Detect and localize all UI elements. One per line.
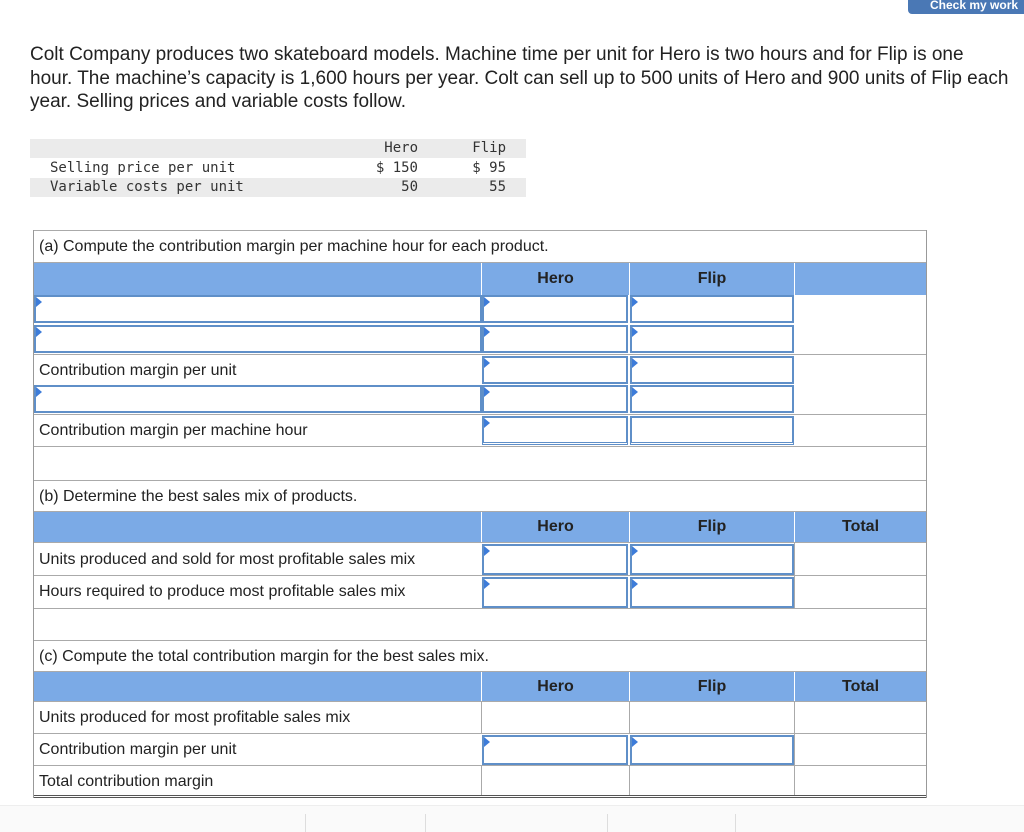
part-a-cm-unit-flip-input[interactable] bbox=[630, 356, 794, 384]
dropdown-marker-icon bbox=[484, 737, 490, 747]
spacer-row bbox=[34, 608, 926, 640]
part-a-row-1 bbox=[34, 294, 926, 324]
part-b-units-flip-input[interactable] bbox=[630, 544, 794, 575]
dropdown-marker-icon bbox=[632, 327, 638, 337]
given-hero-value: $ 150 bbox=[375, 160, 418, 176]
part-c-total-cm-row bbox=[34, 765, 926, 798]
part-a-cm-unit-label: Contribution margin per unit bbox=[39, 362, 237, 379]
part-a-cm-unit-hero-input[interactable] bbox=[482, 356, 628, 384]
part-a-header-row bbox=[34, 262, 926, 295]
part-b-header-row bbox=[34, 511, 926, 542]
dropdown-marker-icon bbox=[632, 546, 638, 556]
given-col-hero: Hero bbox=[384, 140, 418, 156]
part-b-hours-hero-input[interactable] bbox=[482, 577, 628, 608]
part-a-row-1-hero-input[interactable] bbox=[482, 295, 628, 323]
part-c-cm-unit-hero-input[interactable] bbox=[482, 735, 628, 765]
dropdown-marker-icon bbox=[632, 387, 638, 397]
given-hero-value: 50 bbox=[401, 179, 418, 195]
problem-statement: Colt Company produces two skateboard models. Machine time per unit for Hero is two hours and for Flip is one hour. The machine’s capacity is 1,600 hours per year. Colt can sell up to 500 units of Hero and 900 units of Flip each year. Selling prices and variable costs follow. bbox=[30, 44, 1009, 112]
dropdown-marker-icon bbox=[484, 546, 490, 556]
part-a-row-2-flip-input[interactable] bbox=[630, 325, 794, 353]
part-a-row-4-hero-input[interactable] bbox=[482, 385, 628, 413]
part-b-hours-label: Hours required to produce most profitable sales mix bbox=[39, 583, 406, 600]
part-a-row-4 bbox=[34, 384, 926, 414]
part-b-col-flip: Flip bbox=[697, 518, 727, 535]
part-a-cm-unit-row bbox=[34, 354, 926, 384]
part-a-col-hero: Hero bbox=[537, 270, 574, 287]
dropdown-marker-icon bbox=[484, 327, 490, 337]
part-b-hours-row bbox=[34, 575, 926, 608]
dropdown-marker-icon bbox=[632, 579, 638, 589]
given-row-selling-price bbox=[30, 159, 526, 178]
part-a-row-2-label-input[interactable] bbox=[34, 325, 482, 353]
part-b-units-row bbox=[34, 542, 926, 575]
dropdown-marker-icon bbox=[36, 387, 42, 397]
part-b-title: (b) Determine the best sales mix of products. bbox=[39, 488, 358, 505]
part-b-hours-flip-input[interactable] bbox=[630, 577, 794, 608]
given-row-label: Selling price per unit bbox=[50, 160, 236, 176]
given-data-table bbox=[30, 139, 526, 197]
given-header-row bbox=[30, 139, 526, 158]
part-a-row-2 bbox=[34, 324, 926, 354]
answer-grid bbox=[33, 230, 927, 798]
part-a-row-2-hero-input[interactable] bbox=[482, 325, 628, 353]
part-c-cm-unit-flip-input[interactable] bbox=[630, 735, 794, 765]
given-row-variable-costs bbox=[30, 178, 526, 197]
part-c-col-hero: Hero bbox=[537, 678, 574, 695]
part-a-cm-hour-flip-input[interactable] bbox=[630, 416, 794, 445]
given-flip-value: 55 bbox=[489, 179, 506, 195]
part-a-row-4-label-input[interactable] bbox=[34, 385, 482, 413]
dropdown-marker-icon bbox=[632, 297, 638, 307]
part-b-col-hero: Hero bbox=[537, 518, 574, 535]
part-c-cm-unit-row bbox=[34, 733, 926, 765]
part-a-row-4-flip-input[interactable] bbox=[630, 385, 794, 413]
part-c-total-cm-label: Total contribution margin bbox=[39, 773, 214, 790]
dropdown-marker-icon bbox=[632, 737, 638, 747]
given-col-flip: Flip bbox=[472, 140, 506, 156]
part-c-units-label: Units produced for most profitable sales mix bbox=[39, 709, 351, 726]
part-b-col-total: Total bbox=[841, 518, 880, 535]
check-my-work-button[interactable] bbox=[908, 0, 1024, 14]
part-a-row-1-flip-input[interactable] bbox=[630, 295, 794, 323]
given-row-label: Variable costs per unit bbox=[50, 179, 244, 195]
dropdown-marker-icon bbox=[484, 387, 490, 397]
part-a-title: (a) Compute the contribution margin per machine hour for each product. bbox=[39, 238, 549, 255]
part-c-header-row bbox=[34, 671, 926, 701]
part-b-units-hero-input[interactable] bbox=[482, 544, 628, 575]
part-a-col-flip: Flip bbox=[697, 270, 727, 287]
part-b-units-label: Units produced and sold for most profitable sales mix bbox=[39, 551, 416, 568]
check-my-work-label: Check my work bbox=[930, 0, 1019, 12]
part-a-cm-hour-label: Contribution margin per machine hour bbox=[39, 422, 308, 439]
dropdown-marker-icon bbox=[632, 358, 638, 368]
given-flip-value: $ 95 bbox=[472, 160, 506, 176]
spacer-row bbox=[34, 446, 926, 480]
part-a-title-row bbox=[34, 230, 926, 263]
dropdown-marker-icon bbox=[484, 358, 490, 368]
bottom-navigation-bar bbox=[0, 805, 1024, 832]
dropdown-marker-icon bbox=[484, 579, 490, 589]
part-a-cm-hour-row bbox=[34, 414, 926, 446]
part-a-row-1-label-input[interactable] bbox=[34, 295, 482, 323]
part-c-col-total: Total bbox=[841, 678, 880, 695]
part-a-cm-hour-hero-input[interactable] bbox=[482, 416, 628, 445]
part-c-title: (c) Compute the total contribution margin for the best sales mix. bbox=[39, 648, 489, 665]
dropdown-marker-icon bbox=[484, 418, 490, 428]
part-c-cm-unit-label: Contribution margin per unit bbox=[39, 741, 237, 758]
part-b-title-row bbox=[34, 480, 926, 511]
part-c-title-row bbox=[34, 640, 926, 671]
part-c-units-row bbox=[34, 701, 926, 733]
part-c-col-flip: Flip bbox=[697, 678, 727, 695]
dropdown-marker-icon bbox=[484, 297, 490, 307]
dropdown-marker-icon bbox=[36, 327, 42, 337]
dropdown-marker-icon bbox=[36, 297, 42, 307]
